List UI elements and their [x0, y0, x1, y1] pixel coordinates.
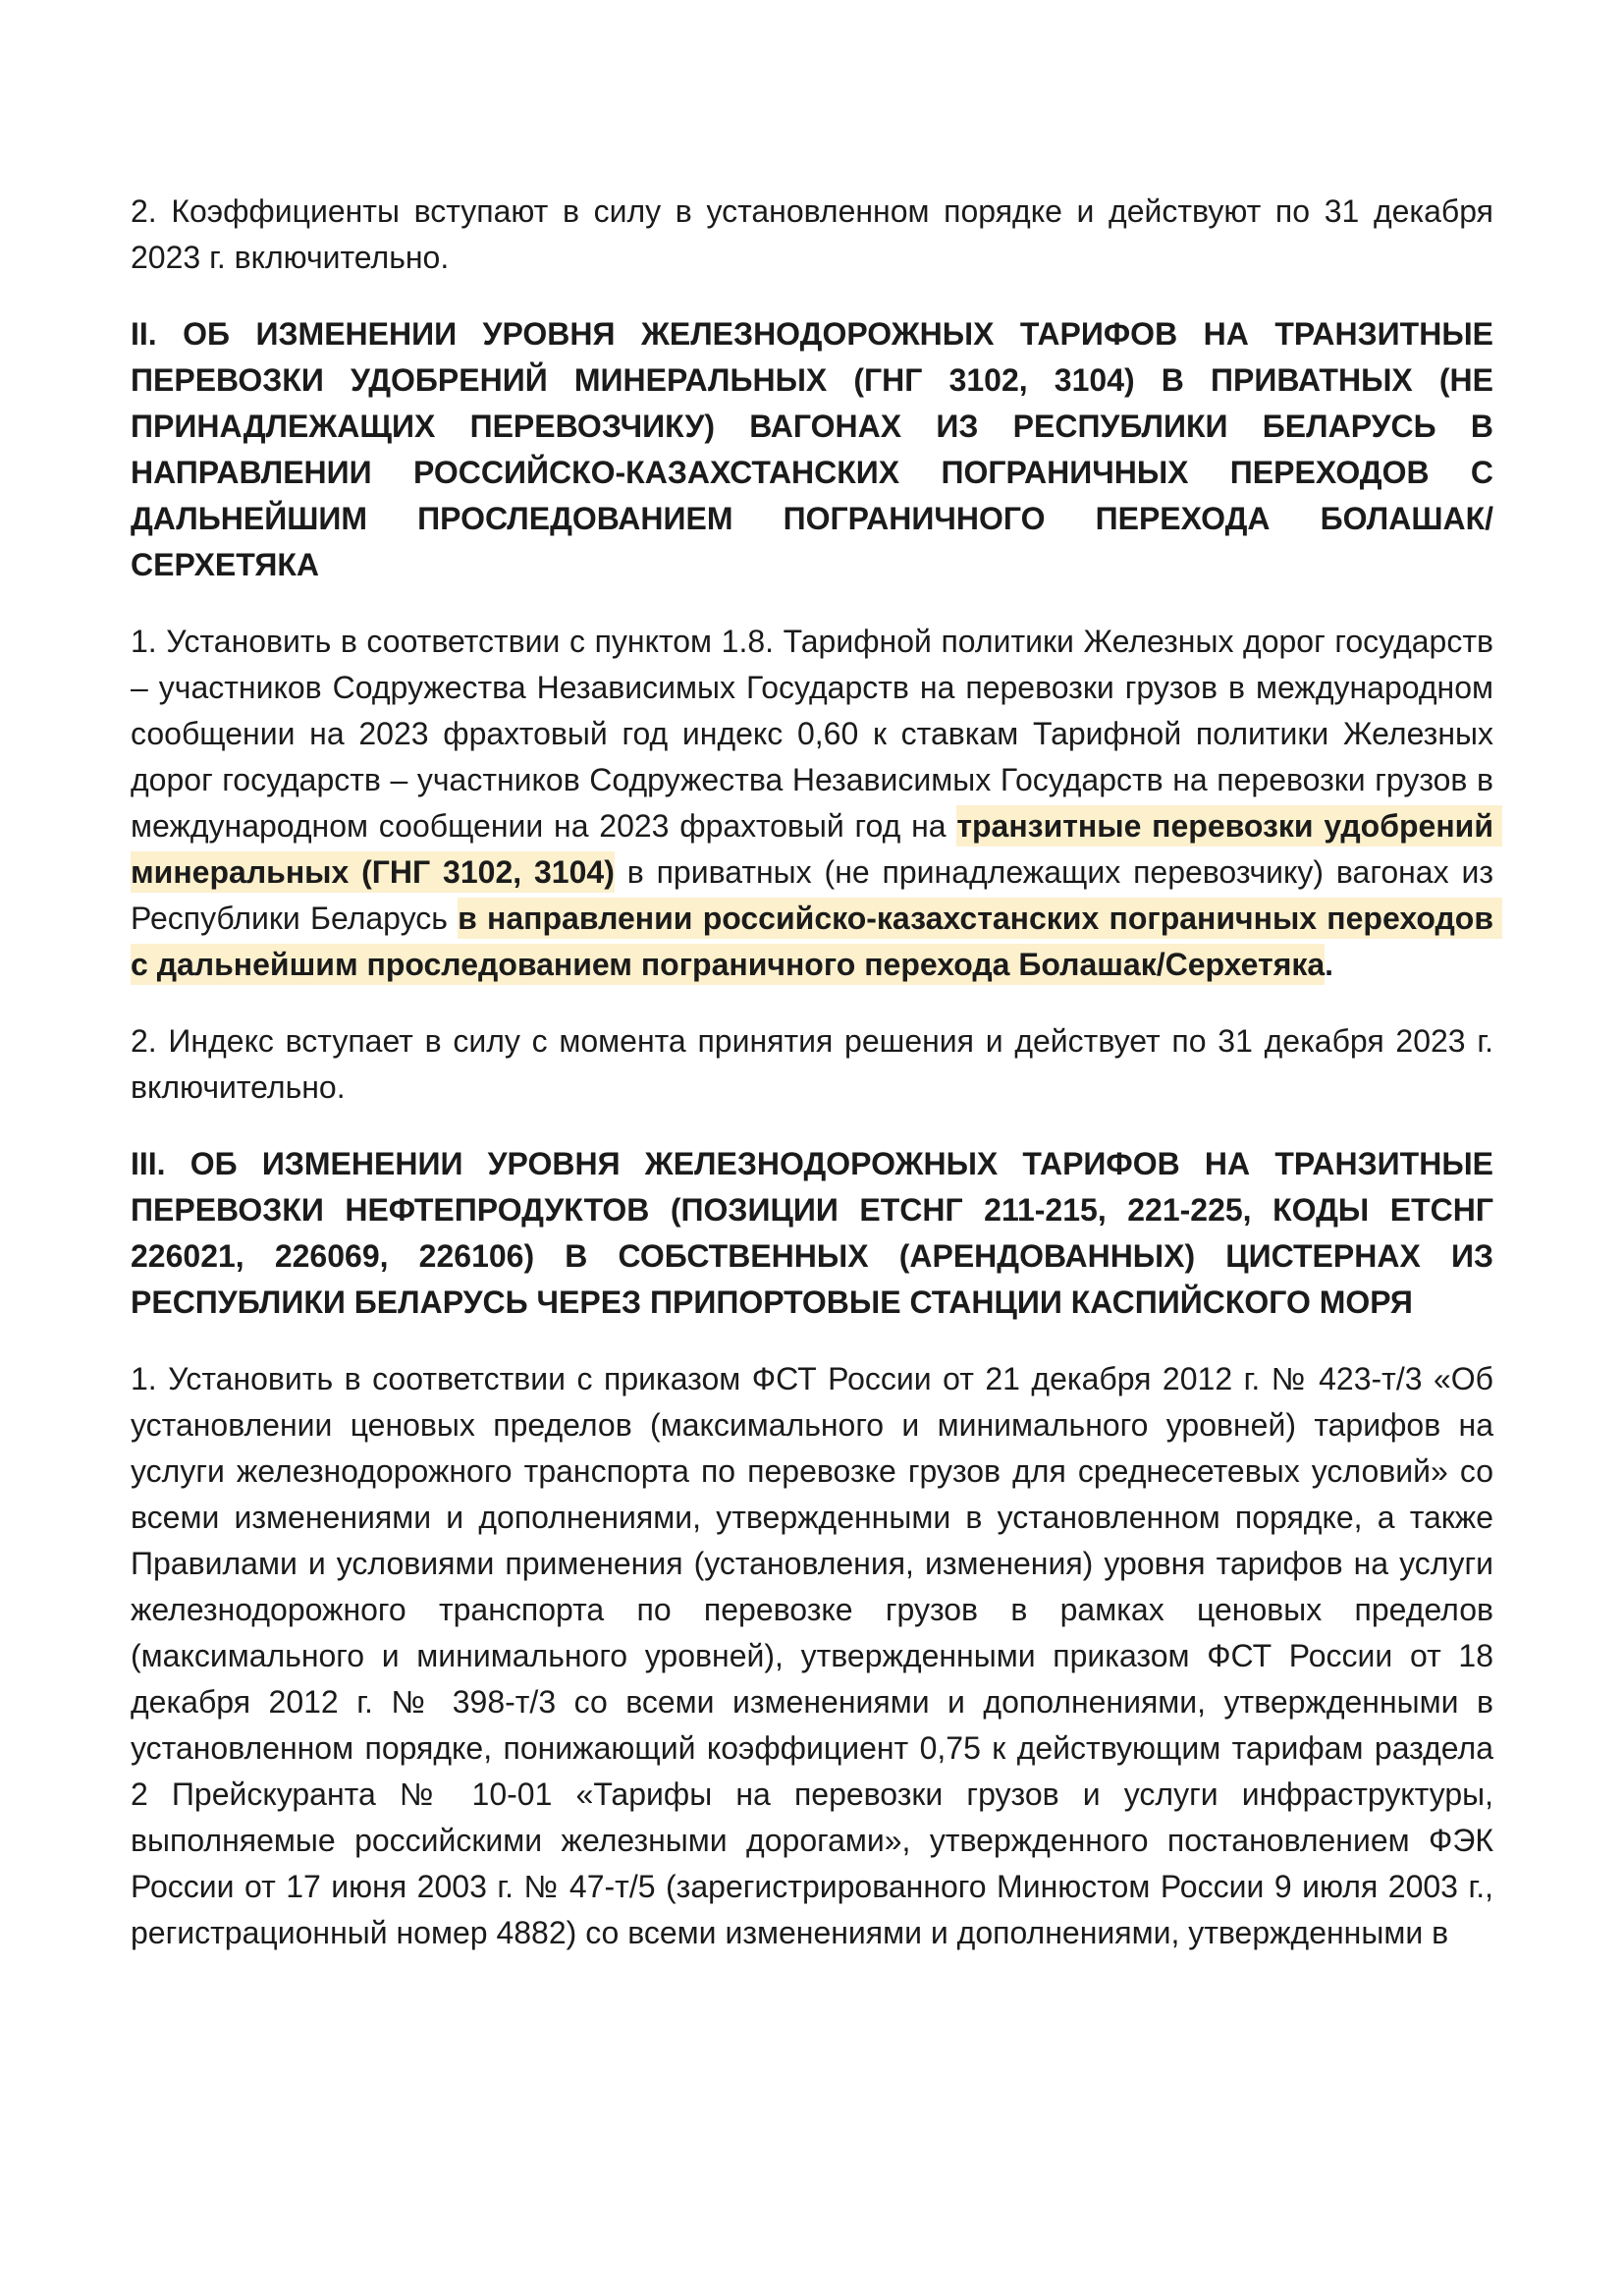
text-segment-normal: в приватных (не принадлежащих перевозчику) вагонах из Республики Беларусь: [131, 854, 1502, 936]
text-segment-bold-highlight: транзитные перевозки удобрений минеральных (ГНГ 3102, 3104): [131, 805, 1502, 893]
paragraph-index-0-60-with-highlights: [131, 619, 1502, 988]
paragraph-coefficient-0-75-fst-orders: 1. Установить в соответствии с приказом ФСТ России от 21 декабря 2012 г. № 423-т/3 «Об установлении ценовых пределов (максимального и минимального уровней) тарифов на услуги железнодорожного транспорта по перевозке грузов для среднесетевых условий» со всеми изменениями и дополнениями, утвержденными в установленном порядке, а также Правилами и условиями применения (установления, изменения) уровня тарифов на услуги железнодорожного транспорта по перевозке грузов в рамках ценовых пределов (максимального и минимального уровней), утвержденными приказом ФСТ России от 18 декабря 2012 г. № 398-т/3 со всеми изменениями и дополнениями, утвержденными в установленном порядке, понижающий коэффициент 0,75 к действующим тарифам раздела 2 Прейскуранта № 10-01 «Тарифы на перевозки грузов и услуги инфраструктуры, выполняемые российскими железными дорогами», утвержденного постановлением ФЭК России от 17 июня 2003 г. № 47-т/5 (зарегистрированного Минюстом России 9 июля 2003 г., регистрационный номер 4882) со всеми изменениями и дополнениями, утвержденными в: [131, 1361, 1493, 1950]
paragraph-coefficients-effective-date: 2. Коэффициенты вступают в силу в установленном порядке и действуют по 31 декабря 2023 г. включительно.: [131, 193, 1493, 275]
section-heading-iii-oil-products-tariffs: III. ОБ ИЗМЕНЕНИИ УРОВНЯ ЖЕЛЕЗНОДОРОЖНЫХ ТАРИФОВ НА ТРАНЗИТНЫЕ ПЕРЕВОЗКИ НЕФТЕПРОДУКТОВ (ПОЗИЦИИ ЕТСНГ 211-215, 221-225, КОДЫ ЕТСНГ 226021, 226069, 226106) В СОБСТВЕННЫХ (АРЕНДОВАННЫХ) ЦИСТЕРНАХ ИЗ РЕСПУБЛИКИ БЕЛАРУСЬ ЧЕРЕЗ ПРИПОРТОВЫЕ СТАНЦИИ КАСПИЙСКОГО МОРЯ: [131, 1146, 1493, 1320]
text-segment-bold: .: [1325, 947, 1334, 982]
text-segment-normal: 1. Установить в соответствии с пунктом 1.8. Тарифной политики Железных дорог государств – участников Содружества Независимых Государств на перевозки грузов в международном сообщении на 2023 фрахтовый год индекс 0,60 к ставкам Тарифной политики Железных дорог государств – участников Содружества Независимых Государств на перевозки грузов в международном сообщении на 2023 фрахтовый год на: [131, 624, 1502, 844]
section-heading-ii-mineral-fertilizers-tariffs: II. ОБ ИЗМЕНЕНИИ УРОВНЯ ЖЕЛЕЗНОДОРОЖНЫХ ТАРИФОВ НА ТРАНЗИТНЫЕ ПЕРЕВОЗКИ УДОБРЕНИЙ МИНЕРАЛЬНЫХ (ГНГ 3102, 3104) В ПРИВАТНЫХ (НЕ ПРИНАДЛЕЖАЩИХ ПЕРЕВОЗЧИКУ) ВАГОНАХ ИЗ РЕСПУБЛИКИ БЕЛАРУСЬ В НАПРАВЛЕНИИ РОССИЙСКО-КАЗАХСТАНСКИХ ПОГРАНИЧНЫХ ПЕРЕХОДОВ С ДАЛЬНЕЙШИМ ПРОСЛЕДОВАНИЕМ ПОГРАНИЧНОГО ПЕРЕХОДА БОЛАШАК/СЕРХЕТЯКА: [131, 316, 1493, 582]
text-segment-bold-highlight: в направлении российско-казахстанских пограничных переходов с дальнейшим проследованием пограничного перехода Болашак/Серхетяка: [131, 898, 1502, 985]
paragraph-index-effective-date: 2. Индекс вступает в силу с момента принятия решения и действует по 31 декабря 2023 г. включительно.: [131, 1023, 1493, 1105]
